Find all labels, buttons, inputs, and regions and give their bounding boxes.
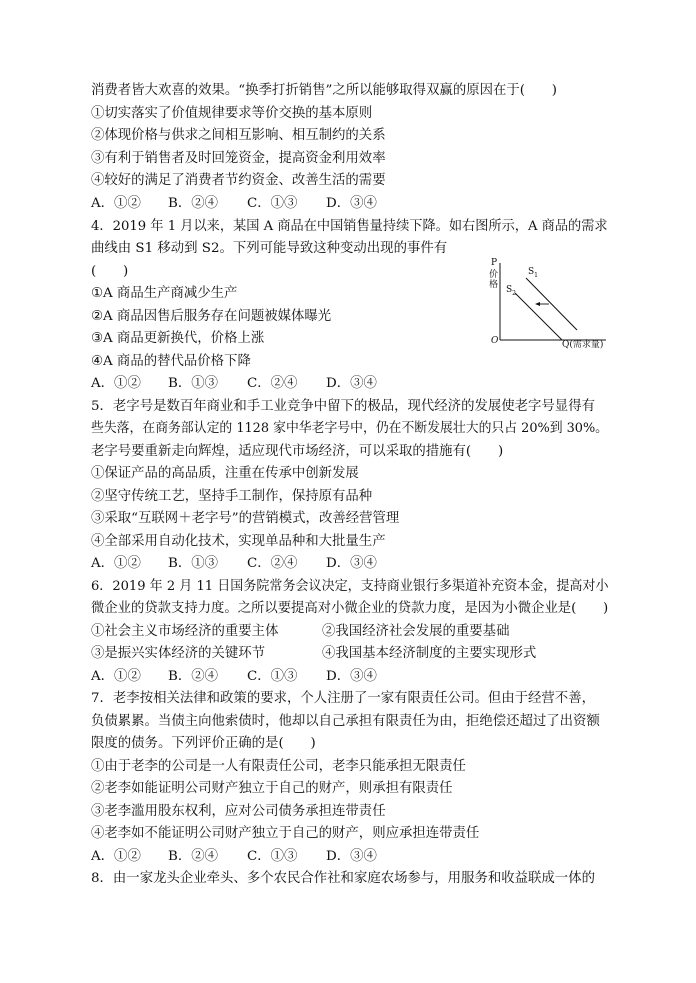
q7-choice-1: ①由于老李的公司是一人有限责任公司，老李只能承担无限责任 bbox=[91, 759, 466, 774]
q4-stem-line-2: 曲线由 S1 移动到 S2。下列可能导致这种变动出现的事件有 bbox=[91, 241, 448, 256]
option-d: D．③④ bbox=[326, 849, 377, 864]
q7-stem-line-2: 负债累累。当债主向他索债时，他却以自己承担有限责任为由，拒绝偿还超过了出资额 bbox=[91, 714, 600, 729]
q4-choice-4: ④A 商品的替代品价格下降 bbox=[91, 354, 251, 369]
q7-choice-4: ④老李如不能证明公司财产独立于自己的财产，则应承担连带责任 bbox=[91, 826, 480, 841]
option-c: C．②④ bbox=[247, 556, 298, 571]
option-a: A．①② bbox=[91, 196, 141, 211]
origin-label: O bbox=[491, 336, 499, 346]
option-c: C．①③ bbox=[247, 669, 298, 684]
option-d: D．③④ bbox=[326, 669, 377, 684]
q6-choice-2: ②我国经济社会发展的重要基础 bbox=[322, 624, 510, 639]
q6-stem-line-2: 微企业的贷款支持力度。之所以要提高对小微企业的贷款力度，是因为小微企业是( ) bbox=[91, 601, 609, 616]
q4-choice-1: ①A 商品生产商减少生产 bbox=[91, 286, 238, 301]
q6-choice-3: ③是振兴实体经济的关键环节 bbox=[91, 646, 266, 661]
option-c: C．①③ bbox=[247, 196, 298, 211]
q4-choice-3: ③A 商品更新换代，价格上涨 bbox=[91, 331, 265, 346]
option-d: D．③④ bbox=[326, 196, 377, 211]
curve-s2 bbox=[515, 293, 562, 340]
option-a: A．①② bbox=[91, 376, 141, 391]
y-axis-label-p: P bbox=[491, 258, 498, 268]
s2-label: $S_2$ bbox=[506, 285, 516, 297]
q4-choice-2: ②A 商品因售后服务存在问题被媒体曝光 bbox=[91, 309, 332, 324]
option-a: A．①② bbox=[91, 669, 141, 684]
option-a: A．①② bbox=[91, 849, 141, 864]
q5-stem-line-3: 老字号要重新走向辉煌，适应现代市场经济，可以采取的措施有( ) bbox=[91, 444, 504, 459]
q5-stem-line-2: 些失落，在商务部认定的 1128 家中华老字号中，仍在不断发展壮大的只占 20%到 30%。 bbox=[91, 421, 609, 436]
option-a: A．①② bbox=[91, 556, 141, 571]
q3-choice-1: ①切实落实了价值规律要求等价交换的基本原则 bbox=[91, 106, 373, 121]
curve-s1 bbox=[526, 278, 577, 330]
q5-choice-4: ④全部采用自动化技术，实现单品种和大批量生产 bbox=[91, 534, 386, 549]
shift-arrow-head bbox=[535, 302, 540, 306]
q8-stem-line-1: 8．由一家龙头企业牵头、多个农民合作社和家庭农场参与，用服务和收益联成一体的 bbox=[91, 871, 595, 886]
option-b: B．②④ bbox=[168, 849, 219, 864]
q7-stem-line-1: 7．老李按相关法律和政策的要求，个人注册了一家有限责任公司。但由于经营不善， bbox=[91, 691, 595, 706]
q3-stem-tail: 消费者皆大欢喜的效果。“换季打折销售”之所以能够取得双赢的原因在于( ) bbox=[91, 83, 558, 98]
q4-stem-line-1: 4．2019 年 1 月以来，某国 A 商品在中国销售量持续下降。如右图所示，A 商品的需求 bbox=[91, 219, 608, 234]
option-b: B．②④ bbox=[168, 669, 219, 684]
q7-choice-3: ③老李滥用股东权利，应对公司债务承担连带责任 bbox=[91, 804, 386, 819]
q6-choice-1: ①社会主义市场经济的重要主体 bbox=[91, 624, 279, 639]
q5-choice-3: ③采取“互联网＋老字号”的营销模式，改善经营管理 bbox=[91, 511, 400, 526]
q3-choice-3: ③有利于销售者及时回笼资金，提高资金利用效率 bbox=[91, 151, 386, 166]
q5-choice-1: ①保证产品的高品质，注重在传承中创新发展 bbox=[91, 466, 359, 481]
option-b: B．②④ bbox=[168, 196, 219, 211]
q5-stem-line-1: 5．老字号是数百年商业和手工业竞争中留下的极品，现代经济的发展使老字号显得有 bbox=[91, 399, 595, 414]
q3-choice-2: ②体现价格与供求之间相互影响、相互制约的关系 bbox=[91, 128, 386, 143]
option-b: B．①③ bbox=[168, 376, 219, 391]
demand-curve-graph bbox=[488, 255, 608, 355]
option-b: B．①③ bbox=[168, 556, 219, 571]
option-c: C．①③ bbox=[247, 849, 298, 864]
q3-choice-4: ④较好的满足了消费者节约资金、改善生活的需要 bbox=[91, 173, 386, 188]
option-d: D．③④ bbox=[326, 376, 377, 391]
q5-choice-2: ②坚守传统工艺，坚持手工制作，保持原有品种 bbox=[91, 489, 373, 504]
option-c: C．②④ bbox=[247, 376, 298, 391]
x-axis-label: Q(需求量) bbox=[562, 340, 604, 350]
q6-choice-4: ④我国基本经济制度的主要实现形式 bbox=[322, 646, 537, 661]
q7-choice-2: ②老李如能证明公司财产独立于自己的财产，则承担有限责任 bbox=[91, 781, 453, 796]
q7-stem-line-3: 限度的债务。下列评价正确的是( ) bbox=[91, 736, 316, 751]
s1-label: $S_1$ bbox=[528, 267, 538, 279]
y-axis-label-price: 价格 bbox=[489, 270, 499, 290]
q4-answer-paren: ( ) bbox=[91, 264, 129, 279]
q6-stem-line-1: 6．2019 年 2 月 11 日国务院常务会议决定，支持商业银行多渠道补充资本金，提高对小 bbox=[91, 579, 609, 594]
option-d: D．③④ bbox=[326, 556, 377, 571]
